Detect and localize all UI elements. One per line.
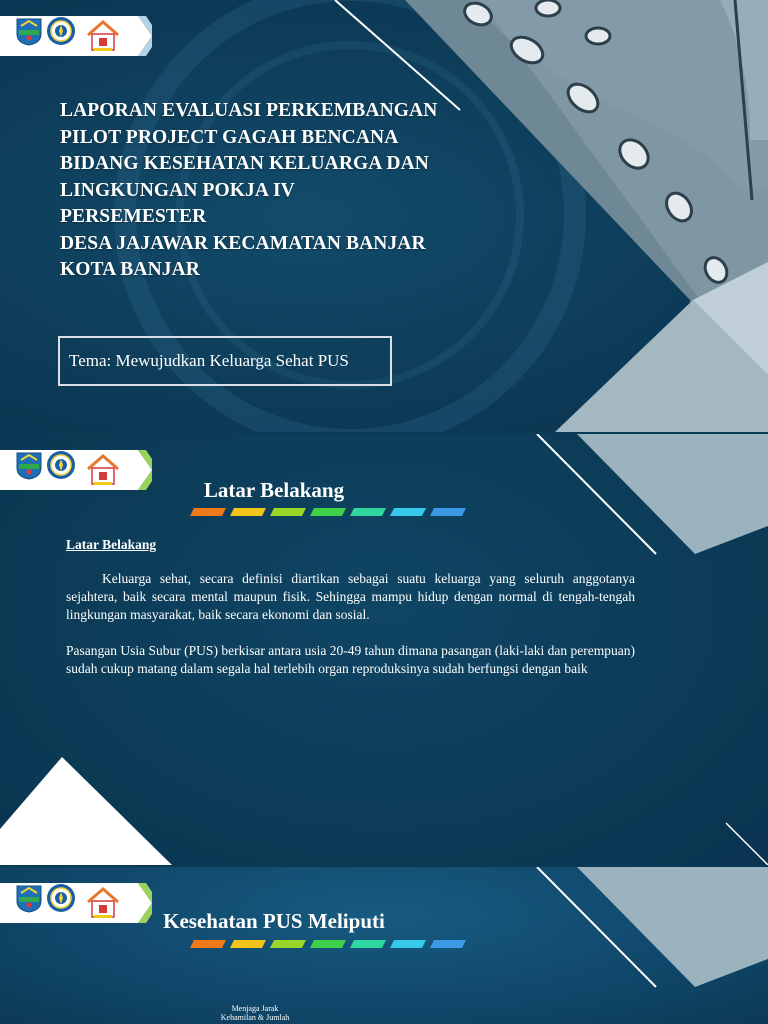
- title-line: PILOT PROJECT GAGAH BENCANA: [60, 126, 399, 148]
- banjar-city-emblem-icon: [14, 16, 44, 46]
- theme-box: [58, 336, 392, 386]
- content-body: [66, 536, 635, 678]
- title-line: KOTA BANJAR: [60, 259, 200, 280]
- theme-text: Tema: Mewujudkan Keluarga Sehat PUS: [69, 351, 349, 370]
- pkk-emblem-icon: [46, 450, 76, 480]
- banjar-city-emblem-icon: [14, 450, 44, 480]
- title-line: BIDANG KESEHATAN KELUARGA DAN: [60, 153, 429, 174]
- rainbow-divider: [190, 940, 470, 948]
- rainbow-divider: [190, 508, 470, 516]
- node-label-line: Kehamilan & Jumlah: [220, 1013, 290, 1022]
- diagram-node-label: [205, 1004, 305, 1022]
- title-line: LINGKUNGAN POKJA IV: [60, 179, 295, 201]
- title-line: PERSEMESTER: [60, 206, 207, 227]
- slide-pus-health: [0, 867, 768, 1024]
- slide-title: [0, 0, 768, 432]
- pkk-emblem-icon: [46, 16, 76, 46]
- slide-background: [0, 434, 768, 865]
- logo-bar: [0, 16, 152, 56]
- title-line: LAPORAN EVALUASI PERKEMBANGAN: [60, 100, 438, 121]
- paragraph-pus: Pasangan Usia Subur (PUS) berkisar antara usia 20-49 tahun dimana pasangan (laki-laki dan perempuan) sudah cukup matang dalam segala hal terlebih organ reproduksinya sudah berfungsi dengan baik: [66, 643, 635, 676]
- report-title: [60, 98, 500, 284]
- title-line: DESA JAJAWAR KECAMATAN BANJAR: [60, 232, 426, 254]
- house-emblem-icon: [86, 20, 120, 52]
- paragraph-keluarga-sehat: Keluarga sehat, secara definisi diartikan sebagai suatu keluarga yang seluruh anggotanya sejahtera, baik secara mental maupun fisik. Sehingga mampu hidup dengan normal di tengah-tengah lingkungan masyarakat, baik secara ekonomi dan sosial.: [66, 571, 635, 622]
- node-label-line: Menjaga Jarak: [231, 1004, 279, 1013]
- content-subheading: Latar Belakang: [66, 537, 157, 552]
- slide-heading: Latar Belakang: [203, 478, 345, 502]
- slide-heading: Kesehatan PUS Meliputi: [163, 909, 385, 933]
